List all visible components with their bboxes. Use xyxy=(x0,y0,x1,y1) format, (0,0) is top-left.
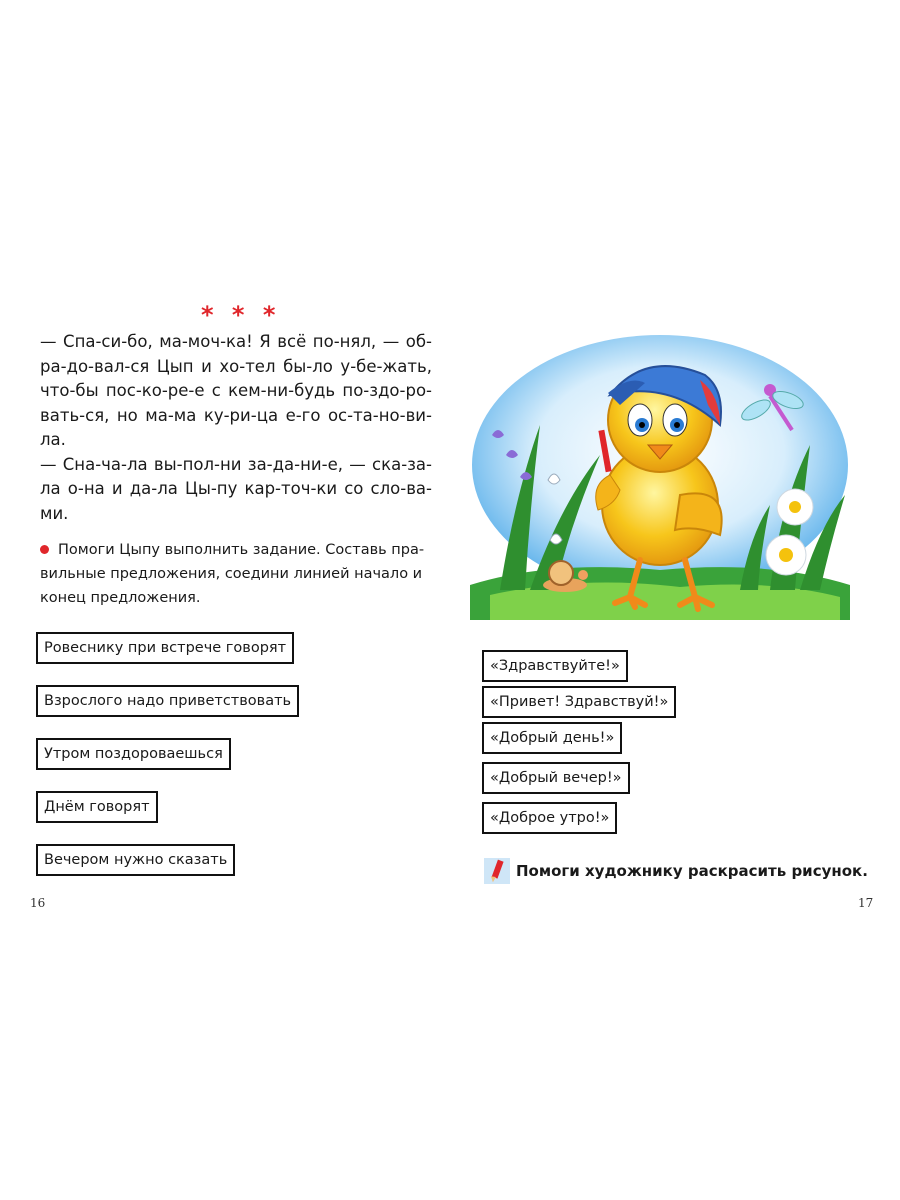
sentence-start-box[interactable]: Вечером нужно сказать xyxy=(36,844,235,876)
pencil-icon xyxy=(484,858,510,884)
chick-illustration xyxy=(470,335,850,624)
task-instruction xyxy=(40,538,432,610)
page-number-right: 17 xyxy=(858,896,874,910)
sentence-start-box[interactable]: Утром поздороваешься xyxy=(36,738,231,770)
sentence-start-box[interactable]: Днём говорят xyxy=(36,791,158,823)
sentence-end-box[interactable]: «Добрый вечер!» xyxy=(482,762,630,794)
sentence-start-box[interactable]: Ровеснику при встрече говорят xyxy=(36,632,294,664)
story-paragraph: — Спа-си-бо, ма-моч-ка! Я всё по-нял, — об-ра-до-вал-ся Цып и хо-тел бы-ло у-бе-жать, что-бы пос-ко-ре-е с кем-ни-будь по-здо-ро-вать-ся, но ма-ма ку-ри-ца е-го ос-та-но-ви-ла. xyxy=(40,332,432,449)
story-text xyxy=(40,330,432,526)
sentence-end-box[interactable]: «Добрый день!» xyxy=(482,722,622,754)
page-number-left: 16 xyxy=(30,896,46,910)
task-text: Помоги Цыпу выполнить задание. Составь пра-вильные предложения, соедини линией начало и конец предложения. xyxy=(40,542,425,606)
section-stars: * * * xyxy=(201,301,281,329)
sentence-start-box[interactable]: Взрослого надо приветствовать xyxy=(36,685,299,717)
story-paragraph: — Сна-ча-ла вы-пол-ни за-да-ни-е, — ска-за-ла о-на и да-ла Цы-пу кар-точ-ки со сло-ва-ми. xyxy=(40,454,432,523)
sentence-end-box[interactable]: «Доброе утро!» xyxy=(482,802,617,834)
coloring-hint: Помоги художнику раскрасить рисунок. xyxy=(516,862,868,880)
sentence-end-box[interactable]: «Привет! Здравствуй!» xyxy=(482,686,676,718)
sentence-end-box[interactable]: «Здравствуйте!» xyxy=(482,650,628,682)
